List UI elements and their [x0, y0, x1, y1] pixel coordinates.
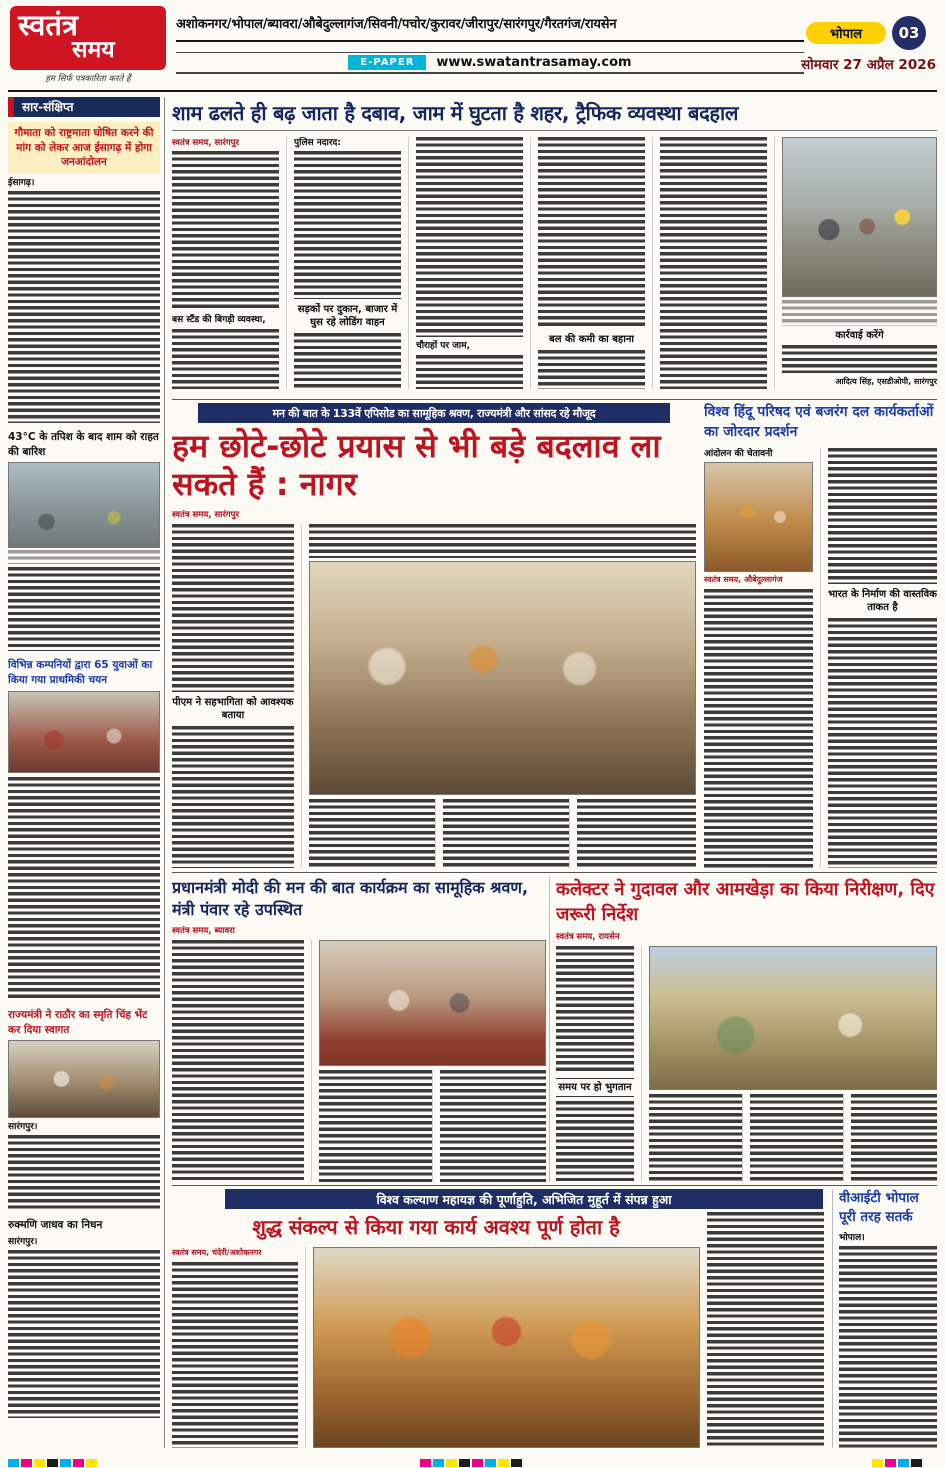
color-patch: [420, 1459, 431, 1467]
story-vit: [832, 1189, 937, 1448]
body-text: [8, 191, 160, 423]
body-text: [577, 799, 696, 868]
color-patch: [911, 1459, 922, 1467]
color-patch: [34, 1459, 45, 1467]
article-column: [172, 524, 302, 868]
story-yagya: [172, 1189, 824, 1448]
body-text: [319, 1070, 433, 1182]
color-patch: [898, 1459, 909, 1467]
masthead-rule: [8, 90, 937, 92]
byline: स्वतंत्र समय, चंदेरी/अशोकनगर: [172, 1248, 262, 1257]
article-column: [538, 137, 653, 389]
body-text: [538, 350, 645, 389]
body-text: [649, 1094, 743, 1182]
article-column: [704, 448, 821, 868]
edition-badge: भोपाल: [806, 22, 886, 44]
photo-label: आंदोलन की चेतावनी: [704, 449, 773, 459]
signoff: आदित्य सिंह, एसडीओपी, सारंगपुर: [835, 377, 937, 386]
story-traffic: [172, 97, 937, 395]
subhead: कार्रवाई करेंगे: [835, 330, 884, 341]
story-headline: विश्व हिंदू परिषद एवं बजरंग दल कार्यकर्ताओं का जोरदार प्रदर्शन: [704, 404, 934, 440]
brief-headline: गौमाता को राष्ट्रमाता घोषित करने की मांग को लेकर आज ईसागढ़ में होगा जनआंदोलन: [14, 127, 154, 169]
brief-dateline: ईसागढ़।: [8, 178, 35, 189]
article-column: [416, 137, 531, 389]
body-text: [851, 1094, 937, 1182]
subhead: चौराहों पर जाम,: [416, 341, 471, 351]
body-text: [8, 1250, 160, 1418]
body-text: [440, 1070, 546, 1182]
news-brief: [8, 122, 160, 423]
body-text: [172, 151, 279, 311]
body-text: [707, 1212, 824, 1448]
body-text: [309, 799, 436, 868]
section-rule: [172, 872, 937, 873]
body-text: [750, 1094, 844, 1182]
story-collector: [556, 877, 937, 1182]
epaper-bar: [176, 52, 804, 74]
story-pm-modi: [172, 877, 546, 1182]
below-photo-columns: [319, 1070, 546, 1182]
color-patch: [60, 1459, 71, 1467]
story-headline: शुद्ध संकल्प से किया गया कार्य अवश्य पूर्ण होता है: [252, 1215, 620, 1239]
website-url: www.swatantrasamay.com: [436, 55, 632, 70]
color-patch: [8, 1459, 19, 1467]
article-column: [828, 448, 937, 868]
body-text: [172, 1262, 298, 1448]
story-body: [172, 137, 937, 389]
body-text: [172, 329, 279, 389]
body-text: [443, 799, 570, 868]
story-mann-ki-baat: [172, 403, 696, 868]
body-text: [416, 137, 523, 337]
issue-date: सोमवार 27 अप्रैल 2026: [801, 57, 936, 73]
body-text: [309, 524, 696, 558]
registration-marks: [420, 1452, 524, 1468]
color-patch: [86, 1459, 97, 1467]
epaper-badge: E-PAPER: [348, 55, 426, 70]
body-text: [294, 151, 401, 299]
body-text: [294, 333, 401, 389]
story-headline: शाम ढलते ही बढ़ जाता है दबाव, जाम में घुटता है शहर, ट्रैफिक व्यवस्था बदहाल: [172, 97, 937, 131]
logo-text-line2: समय: [72, 37, 115, 63]
column-rule: [549, 877, 550, 1182]
byline: स्वतंत्र समय, ब्यावरा: [172, 926, 235, 936]
story-headline: प्रधानमंत्री मोदी की मन की बात कार्यक्रम का सामूहिक श्रवण, मंत्री पंवार रहे उपस्थित: [172, 878, 529, 920]
story-kicker: मन की बात के 133वें एपिसोड का सामूहिक श्रवण, राज्यमंत्री और सांसद रहे मौजूद: [198, 403, 670, 423]
news-brief: [8, 1218, 160, 1418]
photo-traffic-jam: [782, 137, 937, 297]
body-text: [416, 355, 523, 389]
story-dateline: भोपाल।: [839, 1233, 865, 1243]
body-text: [8, 1135, 160, 1211]
logo-text-line1: स्वतंत्र: [18, 8, 78, 42]
headline-and-photo: [172, 1212, 700, 1448]
sidebar-divider: [164, 97, 165, 1448]
brief-dateline: सारंगपुर।: [8, 1236, 38, 1247]
brief-headline: विभिन्न कम्पनियों द्वारा 65 युवाओं का किया गया प्राथमिकी चयन: [8, 659, 153, 687]
color-patch: [885, 1459, 896, 1467]
photo-inspection: [649, 946, 937, 1090]
photo-and-text: [649, 946, 937, 1182]
brief-headline: 43°C के तपिश के बाद शाम को राहत की बारिश: [8, 431, 159, 458]
article-column: [172, 1247, 306, 1448]
photo-rain-street: [8, 462, 160, 548]
body-text: [660, 137, 767, 389]
masthead-cities: अशोकनगर/भोपाल/ब्यावरा/औबेदुल्लागंज/सिवनी/पचोर/कुरावर/जीरापुर/सारंगपुर/गैरतगंज/रायसेन: [176, 10, 804, 42]
news-briefs-sidebar: [8, 97, 160, 1448]
story-body: [172, 1212, 824, 1448]
body-text: [172, 524, 294, 692]
news-brief: [8, 1008, 160, 1211]
subhead: सड़कों पर दुकान, बाजार में घुस रहे लोडिंग वाहन: [297, 304, 398, 328]
registration-marks: [8, 1452, 99, 1468]
color-patch: [498, 1459, 509, 1467]
body-text: [8, 567, 160, 651]
section-rule: [172, 1185, 937, 1186]
body-text: [704, 589, 813, 868]
brief-headline: राज्यमंत्री ने राठौर का स्मृति चिंह भेंट कर दिया स्वागत: [8, 1008, 148, 1036]
photo-and-text: [309, 524, 696, 868]
color-patch: [472, 1459, 483, 1467]
photo-protest: [704, 462, 813, 572]
body-text: [556, 946, 634, 1074]
byline: स्वतंत्र समय, सारंगपुर: [172, 510, 239, 520]
body-text: [828, 448, 937, 584]
byline: स्वतंत्र समय, रायसेन: [556, 932, 620, 942]
story-body: [704, 448, 937, 868]
article-column: [660, 137, 775, 389]
news-brief: [8, 658, 160, 1000]
body-text: [8, 777, 160, 1001]
subhead: भारत के निर्माण की वास्तविक ताकत है: [828, 589, 937, 613]
color-patch: [73, 1459, 84, 1467]
brief-headline-box: [8, 122, 160, 174]
article-column: [172, 940, 312, 1182]
photo-caption: [8, 550, 160, 564]
body-text: [172, 726, 294, 868]
photo-meeting-hall: [319, 940, 546, 1066]
photo-felicitation: [8, 1040, 160, 1118]
story-body: [172, 940, 546, 1182]
story-headline: हम छोटे-छोटे प्रयास से भी बड़े बदलाव ला सकते हैं : नागर: [172, 427, 661, 504]
article-column: [707, 1212, 824, 1448]
subhead: बल की कमी का बहाना: [549, 334, 634, 345]
body-text: [172, 940, 304, 1182]
article-column: [294, 137, 409, 389]
story-body: [556, 946, 937, 1182]
subhead: पीएम ने सहभागिता को आवश्यक बताया: [172, 697, 294, 721]
body-text: [828, 618, 937, 868]
body-text: [782, 345, 937, 373]
photo-and-text: [319, 940, 546, 1182]
story-headline: वीआईटी भोपाल पूरी तरह सतर्क: [839, 1190, 919, 1225]
body-text: [538, 137, 645, 329]
photo-caption: [782, 300, 937, 326]
newspaper-logo: [10, 6, 166, 70]
lead-in: पुलिस नदारद:: [294, 138, 341, 148]
masthead-tagline: हम सिर्फ पत्रकारिता करते हैं: [45, 74, 131, 84]
color-patch: [21, 1459, 32, 1467]
color-patch: [485, 1459, 496, 1467]
article-column: [172, 137, 287, 389]
registration-marks: [872, 1452, 924, 1468]
color-patch: [446, 1459, 457, 1467]
byline: स्वतंत्र समय, सारंगपुर: [172, 138, 239, 148]
brief-headline: रुक्मणि जाधव का निधन: [8, 1219, 103, 1232]
body-columns: [172, 1247, 700, 1448]
photo-recruitment-camp: [8, 691, 160, 773]
color-patch: [47, 1459, 58, 1467]
sidebar-section-header: सार-संक्षिप्त: [8, 97, 160, 117]
photo-column: [782, 137, 937, 389]
photo-sadhus-yagya: [313, 1247, 700, 1448]
story-body: [172, 524, 696, 868]
body-text: [839, 1246, 937, 1448]
story-headline: कलेक्टर ने गुदावल और आमखेड़ा का किया निरीक्षण, दिए जरूरी निर्देश: [556, 879, 935, 926]
color-patch: [511, 1459, 522, 1467]
color-patch: [433, 1459, 444, 1467]
below-photo-columns: [309, 799, 696, 868]
brief-dateline: सारंगपुर।: [8, 1122, 38, 1133]
photo-group-listening: [309, 561, 696, 795]
byline: स्वतंत्र समय, औबेदुल्लागंज: [704, 575, 783, 584]
subhead: समय पर हो भुगतान: [556, 1078, 634, 1097]
color-patch: [459, 1459, 470, 1467]
masthead: [0, 0, 945, 94]
subhead: बस स्टैंड की बिगड़ी व्यवस्था,: [172, 315, 266, 325]
body-text: [556, 1101, 634, 1182]
below-photo-columns: [649, 1094, 937, 1182]
section-rule: [172, 399, 937, 400]
color-patch: [872, 1459, 883, 1467]
story-vhp: [704, 403, 937, 868]
page-number: 03: [892, 16, 926, 50]
news-brief: [8, 430, 160, 651]
story-kicker: विश्व कल्याण महायज्ञ की पूर्णाहुति, अभिजित मुहूर्त में संपन्न हुआ: [225, 1189, 823, 1209]
article-column: [556, 946, 642, 1182]
